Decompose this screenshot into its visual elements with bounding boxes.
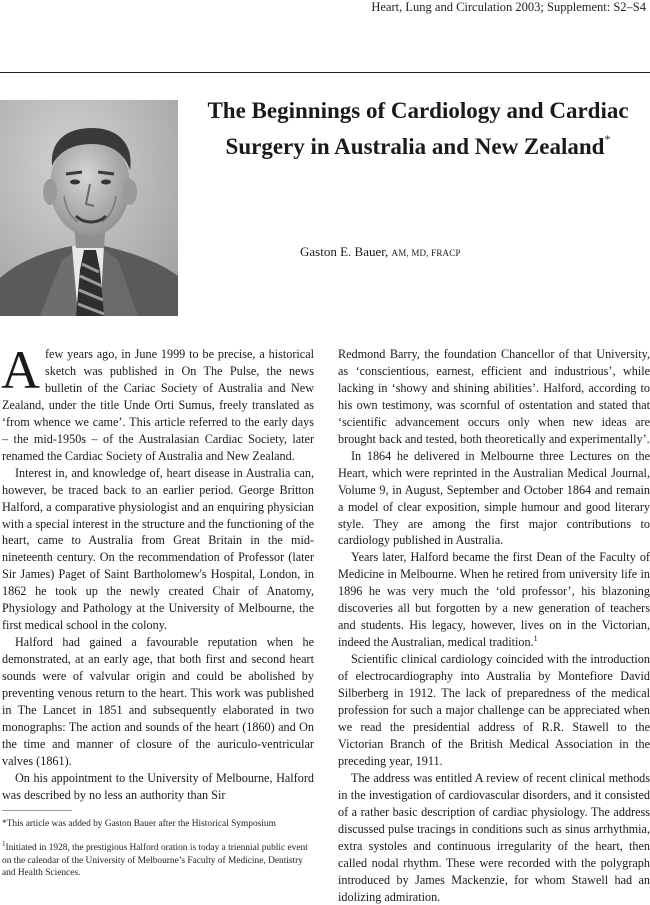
paragraph-4: On his appointment to the University of Melbourne, Halford was described by no less an authority than Sir <box>2 770 314 802</box>
right-column <box>338 346 650 905</box>
paragraph-8: Scientific clinical cardiology coincided with the introduction of electrocardiography into Australia by Montefiore David Silberberg in 1912. The lack of preparedness of the medical profession for such a major challenge can be appreciated when we read the presidential address of R.R. Stawell to the Victorian Branch of the British Medical Association in the preceding year, 1911. <box>338 652 650 768</box>
author-portrait <box>0 100 178 316</box>
footnote-star: *This article was added by Gaston Bauer after the Historical Symposium <box>2 819 276 829</box>
title-footnote-marker: * <box>604 132 611 146</box>
paragraph-6: In 1864 he delivered in Melbourne three Lectures on the Heart, which were reprinted in the Australian Medical Journal, Volume 9, in August, September and October 1864 and remain a model of clear exposition, simple humour and good literary style. They are among the first major contributions to cardiology published in Australia. <box>338 448 650 548</box>
paragraph-5: Redmond Barry, the foundation Chancellor of that University, as ‘conscientious, earnest, efficient and industrious’, while lacking in ‘showy and shining abilities’. Halford, according to his own testimony, was scornful of ostentation and stated that ‘scientific advancement occurs only when new ideas are brought back and tested, both theoretically and experimentally’. <box>338 347 650 446</box>
paragraph-2: Interest in, and knowledge of, heart disease in Australia can, however, be traced back to an earlier period. George Britton Halford, a comparative physiologist and an enquiring physician with a special interest in the structure and the functioning of the heart, came to Australia from Great Britain in the mid-nineteenth century. On the recommendation of Professor (later Sir James) Paget of Saint Bartholomew's Hospital, London, in 1862 he took up the newly created Chair of Anatomy, Physiology and Pathology at the University of Melbourne, the first medical school in the colony. <box>2 465 314 633</box>
footnote-1: $^1$Initiated in 1928, the prestigious Halford oration is today a triennial public event on the calendar of the University of Melbourne’s Faculty of Medicine, Dentistry and Health Sciences. <box>2 840 308 879</box>
author-name: Gaston E. Bauer, <box>300 244 389 259</box>
paragraph-9: The address was entitled A review of recent clinical methods in the investigation of cardiovascular disorders, and it consisted of a rather basic description of cardiac physiology. The address discussed pulse tracings in conditions such as sinus arrhythmia, extra systoles and continuous irregularity of the heart, then called nodal rhythm. These were recorded with the polygraph introduced by James Mackenzie, for whom Stawell had an idolizing admiration. <box>338 770 650 904</box>
article-title: The Beginnings of Cardiology and Cardiac Surgery in Australia and New Zealand* <box>207 98 629 159</box>
footnote-1-marker: 1 <box>2 840 6 849</box>
header-rule <box>0 72 650 73</box>
author-byline <box>300 244 600 261</box>
footnotes <box>2 818 312 887</box>
drop-cap: A <box>1 340 40 400</box>
portrait-image <box>0 100 178 316</box>
running-head: Heart, Lung and Circulation 2003; Supplement: S2–S4 <box>371 0 646 14</box>
footnote-rule <box>2 810 72 811</box>
paragraph-3: Halford had gained a favourable reputation when he demonstrated, at an early age, that both first and second heart sounds were of valvular origin and could be abolished by preventing venous return to the heart. This work was published in The Lancet in 1851 and subsequently elaborated in two monographs: The action and sounds of the heart (1860) and On the time and manner of closure of the auriculo-ventricular valves (1861). <box>2 635 314 768</box>
left-column <box>1 340 314 804</box>
paragraph-7: Years later, Halford became the first Dean of the Faculty of Medicine in Melbourne. When he retired from university life in 1896 he was very much the ‘old professor’, his blazoning discoveries all but forgotten by a new generation of teachers and students. His legacy, however, lives on in the Victorian, indeed the Australian, medical tradition.$^1$ <box>338 550 650 650</box>
author-credentials: AM, MD, FRACP <box>391 248 461 258</box>
paragraph-1: Afew years ago, in June 1999 to be precise, a historical sketch was published in On The Pulse, the news bulletin of the Cariac Society of Australia and New Zealand, under the title Unde Orti Sumus, freely translated as ‘from whence we came’. This article referred to the early days – the mid-1950s – of the Australasian Cardiac Society, later renamed the Cardiac Society of Australia and New Zealand. <box>1 340 314 463</box>
footnote-ref-1: 1 <box>533 634 538 644</box>
